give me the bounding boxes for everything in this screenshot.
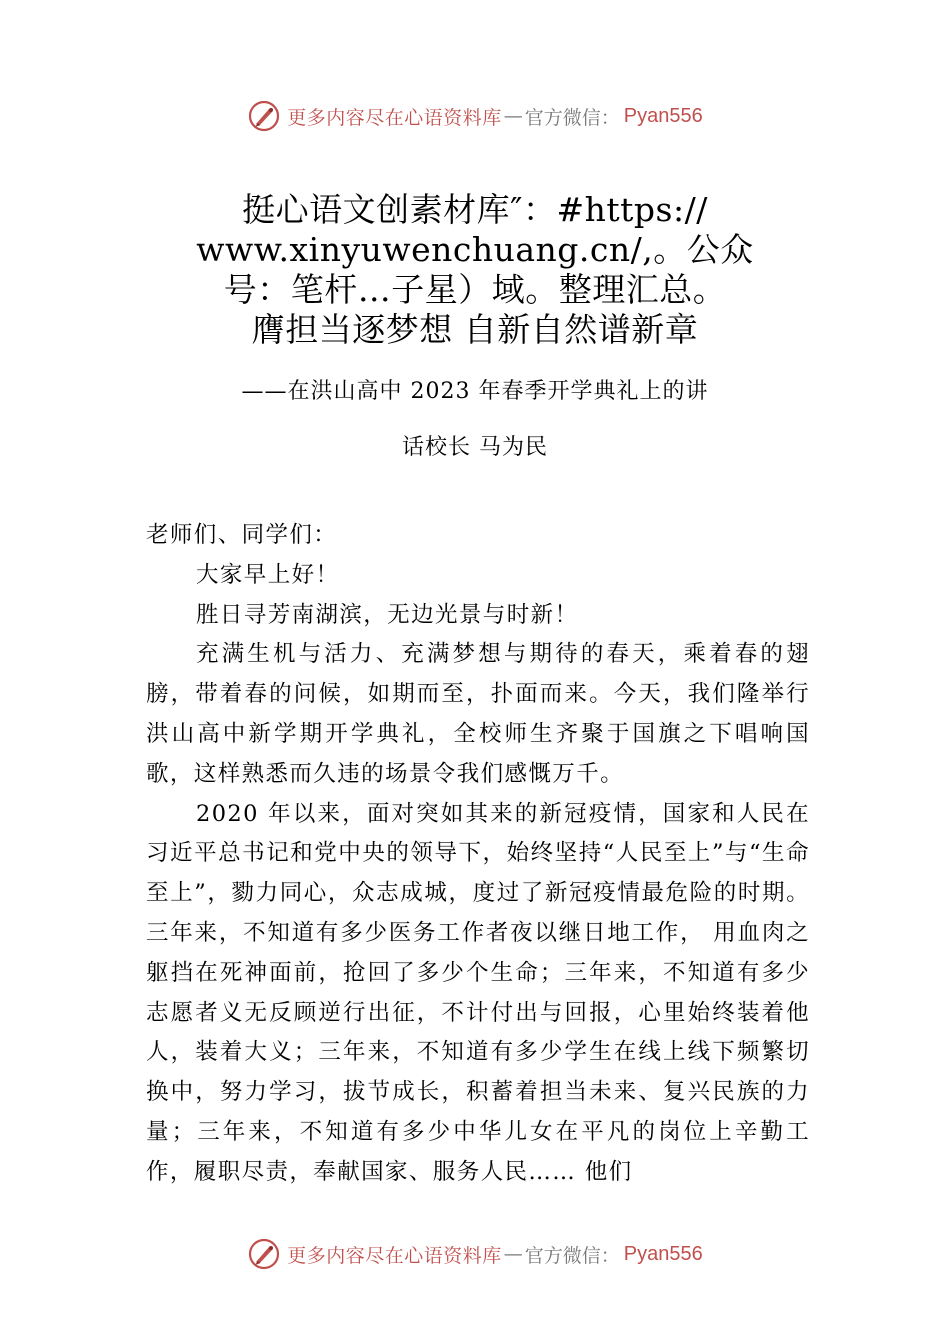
subtitle: ——在洪山高中 2023 年春季开学典礼上的讲 — [241, 379, 709, 404]
salutation: 老师们、同学们： — [146, 522, 338, 548]
watermark-wechat-id: Pyan556 — [623, 1242, 703, 1265]
watermark-separator: — — [503, 105, 523, 127]
title-line: www.xinyuwenchuang.cn/,。公众 — [196, 230, 754, 269]
title-line: 挺心语文创素材库″：#https:// — [242, 190, 708, 229]
paragraph: 2020 年以来，面对突如其来的新冠疫情，国家和人民在习近平总书记和党中央的领导下，始终坚持“人民至上”与“生命至上”，勠力同心，众志成城，度过了新冠疫情最危险的时期。三年来，不知道有多少医务工作者夜以继日地工作， 用血肉之躯挡在死神面前，抢回了多少个生命；三年来，不知道有多少志愿者义无反顾逆行出征，不计付出与回报，心里始终装着他人，装着大义；三年来，不知道有多少学生在线上线下频繁切换中，努力学习，拔节成长，积蓄着担当未来、复兴民族的力量；三年来，不知道有多少中华儿女在平凡的岗位上辛勤工作，履职尽责，奉献国家、服务人民…… 他们 — [146, 800, 810, 1185]
watermark-banner-top — [0, 96, 950, 136]
watermark-site-text: 更多内容尽在心语资料库 — [287, 106, 502, 129]
watermark-banner-bottom — [0, 1234, 950, 1274]
pen-circle-logo-icon — [247, 1237, 281, 1271]
paragraph: 大家早上好！ — [196, 561, 340, 588]
title-line: 膺担当逐梦想 自新自然谱新章 — [251, 310, 699, 349]
subtitle-speaker: 话校长 马为民 — [402, 435, 548, 460]
speech-body — [146, 516, 810, 1193]
watermark-wechat-id: Pyan556 — [623, 104, 703, 127]
watermark-site-text: 更多内容尽在心语资料库 — [287, 1244, 502, 1267]
watermark-wechat-label: 官方微信： — [524, 106, 620, 129]
watermark-separator: — — [503, 1243, 523, 1265]
document-title — [150, 190, 800, 350]
paragraph: 胜日寻芳南湖滨，无边光景与时新！ — [196, 601, 579, 628]
paragraph: 充满生机与活力、充满梦想与期待的春天，乘着春的翅膀，带着春的问候，如期而至，扑面而来。今天，我们隆举行洪山高中新学期开学典礼，全校师生齐聚于国旗之下唱响国歌，这样熟悉而久违的场景令我们感慨万千。 — [146, 641, 810, 787]
title-line: 号：笔杆…子星）域。整理汇总。 — [223, 270, 727, 309]
watermark-wechat-label: 官方微信： — [524, 1244, 620, 1267]
pen-circle-logo-icon — [247, 99, 281, 133]
